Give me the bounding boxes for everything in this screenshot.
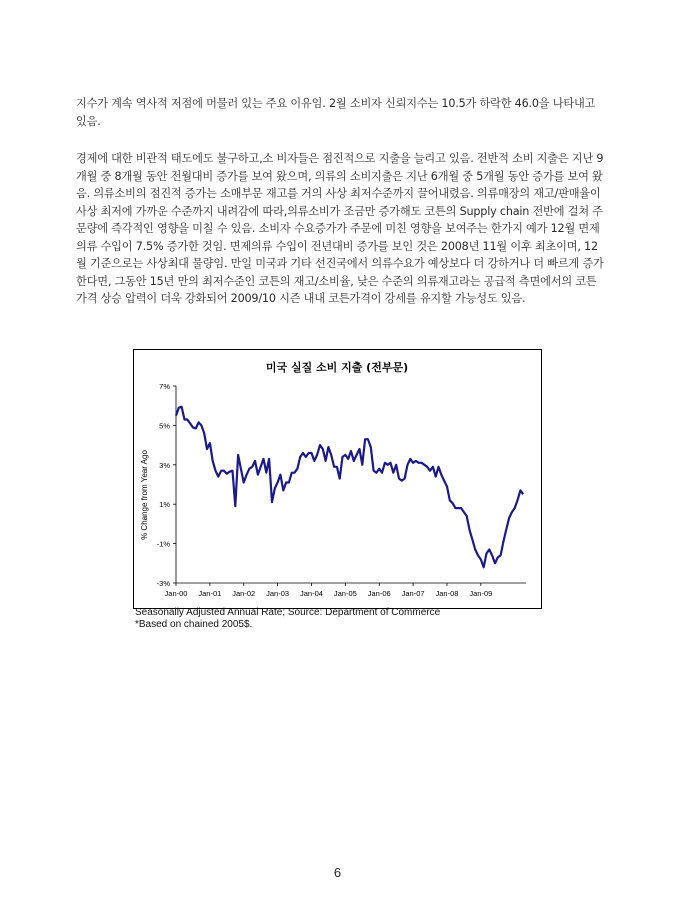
x-tick-label: Jan-01 (198, 589, 222, 598)
x-tick-label: Jan-06 (367, 589, 391, 598)
consumer-spending-chart (133, 349, 542, 609)
series-line (176, 407, 523, 568)
x-tick-label: Jan-05 (333, 589, 357, 598)
chart-svg (134, 350, 541, 608)
y-tick-label: -3% (156, 579, 170, 588)
y-tick-label: 5% (159, 421, 170, 431)
body-paragraph: 경제에 대한 비관적 태도에도 불구하고,소 비자들은 점진적으로 지출을 늘리고 있음. 전반적 소비 지출은 지난 9개월 중 8개월 동안 전월대비 증가를 보여 왔으며, 의류의 소비지출은 지난 6개월 중 5개월 동안 증가를 보여 왔음. 의류소비의 점진적 증가는 소매부문 재고를 거의 사상 최저수준까지 끌어내렸음. 의류매장의 재고/판매율이 사상 최저에 가까운 수준까지 내려감에 따라,의류소비가 조금만 증가해도 코튼의 Supply chain 전반에 걸쳐 주문량에 즉각적인 영향을 미칠 수 있음. 소비자 수요증가가 주문에 미친 영향을 보여주는 한가지 예가 12월 면제의류 수입이 7.5% 증가한 것임. 면제의류 수입이 전년대비 증가를 보인 것은 2008년 11월 이후 최초이며, 12월 기준으로는 사상최대 물량임. 만일 미국과 기타 선진국에서 의류수요가 예상보다 더 강하거나 더 빠르게 증가한다면, 그동안 15년 만의 최저수준인 코튼의 재고/소비율, 낮은 수준의 의류재고라는 공급적 측면에서의 코튼가격 상승 압력이 더욱 강화되어 2009/10 시즌 내내 코튼가격이 강세를 유지할 가능성도 있음. (76, 152, 604, 305)
plot-area (176, 407, 523, 568)
x-tick-label: Jan-08 (435, 589, 459, 598)
x-tick-label: Jan-03 (266, 589, 290, 598)
x-tick-label: Jan-02 (232, 589, 256, 598)
x-tick-label: Jan-04 (300, 589, 323, 598)
y-tick-label: 3% (159, 460, 170, 470)
page-number: 6 (333, 865, 342, 880)
x-tick-label: Jan-00 (164, 589, 188, 598)
source-note: Seasonally Adjusted Annual Rate; Source: Department of Commerce (135, 607, 441, 618)
y-tick-label: 1% (159, 500, 170, 510)
y-tick-label: 7% (159, 382, 170, 391)
axes (157, 382, 526, 598)
x-tick-label: Jan-07 (401, 589, 425, 598)
x-tick-label: Jan-09 (469, 589, 493, 598)
chart-title: 미국 실질 소비 지출 (전부문) (265, 361, 409, 374)
y-tick-label: -1% (156, 539, 170, 549)
intro-paragraph: 지수가 계속 역사적 저점에 머물러 있는 주요 이유임. 2월 소비자 신뢰지수는 10.5가 하락한 46.0을 나타내고 있음. (76, 97, 596, 128)
y-axis-label: % Change from Year Ago (140, 450, 149, 540)
basis-note: *Based on chained 2005$. (135, 619, 253, 630)
